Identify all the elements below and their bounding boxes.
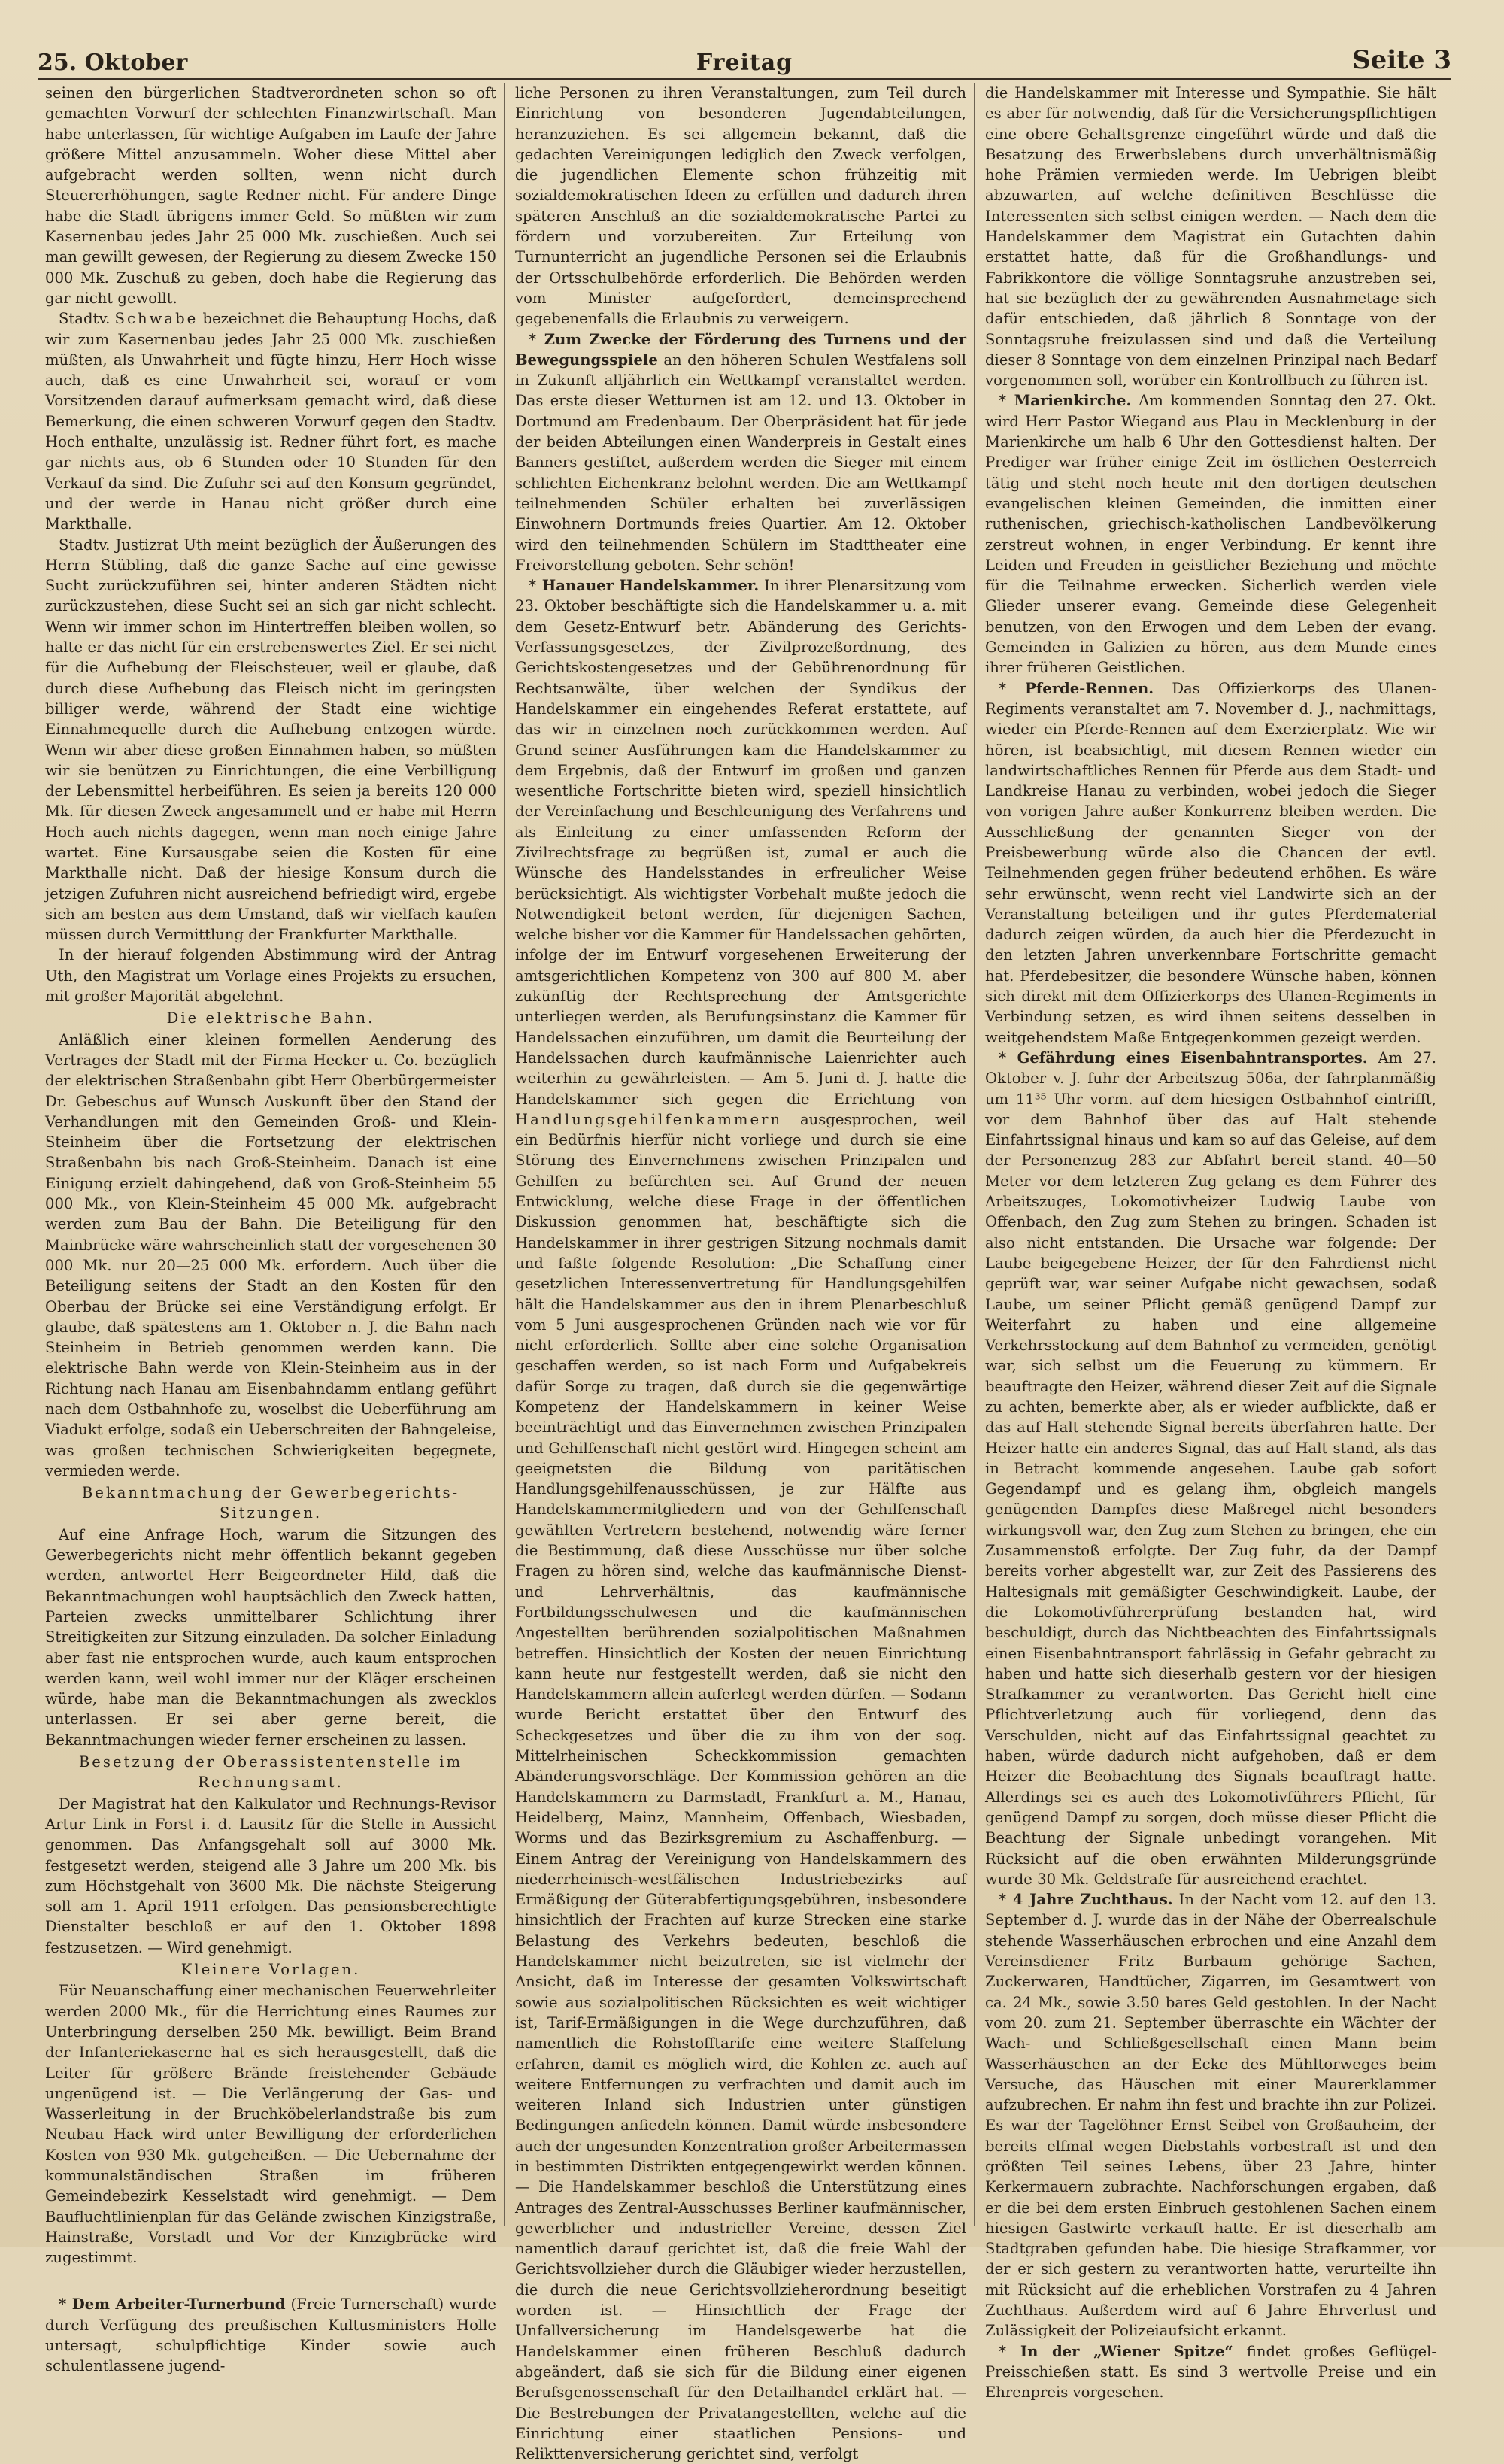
paragraph xyxy=(45,2294,496,2376)
header-page-number: Seite 3 xyxy=(1352,45,1451,75)
page-header xyxy=(38,45,1451,80)
subheading: Besetzung der Oberassistentenstelle im Rechnungsamt. xyxy=(78,1753,463,1792)
paragraph: In der hierauf folgenden Abstimmung wird der Antrag Uth, den Magistrat um Vorlage eines Projekts zu ersuchen, mit großer Majorität abgelehnt. xyxy=(45,946,496,1006)
header-weekday: Freitag xyxy=(696,50,793,76)
paragraph-text: In ihrer Plenarsitzung vom 23. Oktober beschäftigte sich die Handelskammer u. a. mit dem Gesetz-Entwurf betr. Abänderung des Gerichts-Verfassungsgesetzes, der Zivilprozeßordnung, des Gerichtskostengesetzes und der Gebührenordnung für Rechtsanwälte, über welchen der Syndikus der Handelskammer ein eingehendes Referat erstattete, auf das wir in einzelnen noch zurückkommen werden. Auf Grund seiner Ausführungen kam die Handelskammer zu dem Ergebnis, daß der Entwurf im großen und ganzen wesentliche Fortschritte bieten wird, speziell hinsichtlich der Vereinfachung und Beschleunigung des Verfahrens und als Einleitung zu einer umfassenden Reform der Zivilrechtsfrage zu begrüßen ist, zumal er auch die Wünsche des Handelsstandes in erfreulicher Weise berücksichtigt. Als wichtigster Vorbehalt mußte jedoch die Notwendigkeit betont werden, für diejenigen Sachen, welche bisher vor die Kammer für Handelssachen gehörten, infolge der im Entwurf vorgesehenen Erweiterung der amtsgerichtlichen Kompetenz von 300 auf 800 M. aber zukünftig der Rechtsprechung der Amtsgerichte unterliegen werden, als Berufungsinstanz die Kammer für Handelssachen einzuführen, um damit die Beurteilung der Handelssachen durch kaufmännische Laienrichter auch weiterhin zu gewährleisten. — Am 5. Juni d. J. hatte die Handelskammer sich gegen die Errichtung von xyxy=(515,577,967,1108)
paragraph xyxy=(985,678,1436,1048)
paragraph: seinen den bürgerlichen Stadtverordneten schon so oft gemachten Vorwurf der schlechten Finanzwirtschaft. Man habe unterlassen, für wichtige Aufgaben im Laufe der Jahre größere Mittel anzusammeln. Woher diese Mittel aber aufgebracht werden sollten, wenn nicht durch Steuererhöhungen, sagte Redner nicht. Für andere Dinge habe die Stadt übrigens immer Geld. So müßten wir zum Kasernenbau jedes Jahr 25 000 Mk. zuschießen. Auch sei man gewillt gewesen, der Regierung zu diesem Zwecke 150 000 Mk. Zuschuß zu geben, doch habe die Regierung das gar nicht gewollt. xyxy=(45,84,496,307)
paragraph-text: an den höheren Schulen Westfalens soll in Zukunft alljährlich ein Wettkampf veranstaltet werden. Das erste dieser Wetturnen ist am 12. und 13. Oktober in Dortmund am Fredenbaum. Der Oberpräsident hat für jede der beiden Abteilungen einen Wanderpreis in Gestalt eines Banners gestiftet, außerdem werden die Sieger mit einem schlichten Eichenkranz belohnt werden. Die am Wettkampf teilnehmenden Schüler erhalten bei zuverlässigen Einwohnern Dortmunds freies Quartier. Am 12. Oktober wird den teilnehmenden Schülern im Stadttheater eine Freivorstellung geboten. Sehr schön! xyxy=(515,350,966,574)
subheading: Die elektrische Bahn. xyxy=(166,1009,375,1027)
speaker-name: Schwabe xyxy=(114,310,199,328)
paragraph xyxy=(45,308,496,534)
column-3 xyxy=(985,83,1436,2402)
paragraph xyxy=(515,575,966,2464)
paragraph: liche Personen zu ihren Veranstaltungen, zum Teil durch Einrichtung von besonderen Jugendabteilungen, heranzuziehen. Es sei allgemein bekannt, daß die gedachten Vereinigungen lediglich den Zweck verfolgen, die jugendlichen Elemente schon frühzeitig mit sozialdemokratischen Ideen zu erfüllen und dadurch ihren späteren Anschluß an die sozialdemokratische Partei zu fördern und vorzubereiten. Zur Erteilung von Turnunterricht an jugendliche Personen sei die Erlaubnis der Ortsschulbehörde erforderlich. Die Behörden werden vom Minister aufgefordert, demeinsprechend gegebenenfalls die Erlaubnis zu verweigern. xyxy=(515,84,966,328)
paragraph: Stadtv. Justizrat Uth meint bezüglich der Äußerungen des Herrn Stübling, daß die ganze Sache auf eine gewisse Sucht zurückzuführen sei, hinter anderen Städten nicht zurückzustehen, diese Sucht sei an sich gar nicht schlecht. Wenn wir immer schon im Hintertreffen bleiben wollen, so halte er das nicht für ein erstrebenswertes Ziel. Er sei nicht für die Aufhebung der Fleischsteuer, weil er glaube, daß durch diese Aufhebung das Fleisch nicht im geringsten billiger werde, während der Stadt eine wichtige Einnahmequelle durch die Aufhebung entzogen würde. Wenn wir aber diese großen Einnahmen haben, so müßten wir sie benützen zu Einrichtungen, die eine Verbilligung der Lebensmittel herbeiführen. Es seien ja bereits 120 000 Mk. für diesen Zweck angesammelt und er habe mit Herrn Hoch auch nichts dagegen, wenn man noch einige Jahre wartet. Eine Kursausgabe seien die Kosten für eine Markthalle nicht. Daß der hiesige Konsum durch die jetzigen Zufuhren nicht ausreichend befriedigt wird, ergebe sich am besten aus dem Umstand, daß wir vielfach kaufen müssen durch Vermittlung der Frankfurter Markthalle. xyxy=(45,536,496,944)
subheading: Bekanntmachung der Gewerbegerichts-Sitzungen. xyxy=(81,1484,460,1522)
paragraph-text: Am 27. Oktober v. J. fuhr der Arbeitszug 506a, der fahrplanmäßig um 11³⁵ Uhr vorm. auf dem hiesigen Ostbahnhof eintrifft, vor dem Bahnhof über das auf Halt stehende Einfahrtssignal hinaus und kam so auf das Geleise, auf dem der Personenzug 283 zur Abfahrt bereit stand. 40—50 Meter vor dem letzteren Zug gelang es dem Führer des Arbeitszuges, Lokomotivheizer Ludwig Laube von Offenbach, den Zug zum Stehen zu bringen. Schaden ist also nicht entstanden. Die Ursache war folgende: Der Laube beigegebene Heizer, der für den Fahrdienst nicht geprüft war, war seiner Aufgabe nicht gewachsen, sodaß Laube, um seiner Pflicht gemäß genügend Dampf zur Weiterfahrt zu haben und eine allgemeine Verkehrsstockung auf dem Bahnhof zu vermeiden, genötigt war, sich selbst um die Feuerung zu kümmern. Er beauftragte den Heizer, während dieser Zeit auf die Signale zu achten, bemerkte aber, als er wieder aufblickte, daß er das auf Halt stehende Signal bereits überfahren hatte. Der Heizer hatte ein anderes Signal, das auf Halt stand, als das in Betracht kommende angesehen. Laube gab sofort Gegendampf und es gelang ihm, obgleich mangels genügenden Dampfes diese Maßregel nicht besonders wirkungsvoll war, den Zug zum Stehen zu bringen, ehe ein Zusammenstoß erfolgte. Der Zug fuhr, da der Dampf bereits vorher abgestellt war, zur Zeit des Passierens des Haltesignals mit gemäßigter Geschwindigkeit. Laube, der die Lokomotivführerprüfung bestanden hat, wird beschuldigt, durch das Nichtbeachten des Einfahrtssignals einen Eisenbahntransport fahrlässig in Gefahr gebracht zu haben und hatte sich dieserhalb gestern vor der hiesigen Strafkammer zu verantworten. Das Gericht hielt eine Pflichtverletzung auch für vorliegend, denn das Verschulden, nicht auf das Einfahrtssignal geachtet zu haben, würde dadurch nicht aufgehoben, daß er dem Heizer die Beobachtung des Signals beauftragt hatte. Allerdings sei es auch des Lokomotivführers Pflicht, für genügend Dampf zu sorgen, doch müsse dieser Pflicht die Beachtung der Signale unbedingt vorangehen. Mit Rücksicht auf die oben erwähnten Milderungsgründe wurde 30 Mk. Geldstrafe für ausreichend erachtet. xyxy=(985,1048,1436,1888)
paragraph xyxy=(515,329,966,576)
paragraph: Für Neuanschaffung einer mechanischen Feuerwehrleiter werden 2000 Mk., für die Herrichtung eines Raumes zur Unterbringung derselben 250 Mk. bewilligt. Beim Brand der Infanteriekaserne hat es sich herausgestellt, daß die Leiter für größere Brände freistehender Gebäude ungenügend ist. — Die Verlängerung der Gas- und Wasserleitung in der Bruchköbelerlandstraße bis zum Neubau Hack wird unter Bewilligung der erforderlichen Kosten von 930 Mk. gutgeheißen. — Die Uebernahme der kommunalständischen Straßen im früheren Gemeindebezirk Kesselstadt wird genehmigt. — Dem Baufluchtlinienplan für das Gelände zwischen Kinzigstraße, Hainstraße, Vorstadt und Vor der Kinzigbrücke wird zugestimmt. xyxy=(45,1982,496,2267)
paragraph: Anläßlich einer kleinen formellen Aenderung des Vertrages der Stadt mit der Firma Hecker u. Co. bezüglich der elektrischen Straßenbahn gibt Herr Oberbürgermeister Dr. Gebeschus auf Wunsch Auskunft über den Stand der Verhandlungen mit den Gemeinden Groß- und Klein-Steinheim über die Fortsetzung der elektrischen Straßenbahn bis nach Groß-Steinheim. Danach ist eine Einigung erzielt dahingehend, daß von Groß-Steinheim 55 000 Mk., von Klein-Steinheim 45 000 Mk. aufgebracht werden zum Bau der Bahn. Die Beteiligung für den Mainbrücke wäre wahrscheinlich statt der vorgesehenen 30 000 Mk. nur 20—25 000 Mk. erfordern. Auch über die Beteiligung seitens der Stadt an den Kosten für den Oberbau der Brücke sei eine Verständigung erfolgt. Er glaube, daß spätestens am 1. Oktober n. J. die Bahn nach Steinheim in Betrieb genommen werden kann. Die elektrische Bahn werde von Klein-Steinheim aus in der Richtung nach Hanau am Eisenbahndamm entlang geführt nach dem Ostbahnhofe zu, woselbst die Ueberführung am Viadukt erfolge, sodaß ein Ueberschreiten der Bahngeleise, was großen technischen Schwierigkeiten begegnete, vermieden werde. xyxy=(45,1030,496,1479)
paragraph-text: In der Nacht vom 12. auf den 13. September d. J. wurde das in der Nähe der Oberrealschule stehende Wasserhäuschen erbrochen und eine Anzahl dem Vereinsdiener Fritz Burbaum gehörige Sachen, Zuckerwaren, Handtücher, Zigarren, im Gesamtwert von ca. 24 Mk., sowie 3.50 bares Geld gestohlen. In der Nacht vom 20. zum 21. September überraschte ein Wächter der Wach- und Schließgesellschaft einen Mann beim Wasserhäuschen an der Ecke des Mühltorweges beim Versuche, das Häuschen mit einer Maurerklammer aufzubrechen. Er nahm ihn fest und brachte ihn zur Polizei. Es war der Tagelöhner Ernst Seibel von Großauheim, der bereits elfmal wegen Diebstahls vorbestraft ist und den größten Teil seines Lebens, über 23 Jahre, hinter Kerkermauern zubrachte. Nachforschungen ergaben, daß er die bei dem ersten Einbruch gestohlenen Sachen einem hiesigen Gastwirte verkauft hatte. Er ist dieserhalb am Stadtgraben gefunden habe. Die hiesige Strafkammer, vor der er sich gestern zu verantworten hatte, verurteilte ihn mit Rücksicht auf die erheblichen Vorstrafen zu 4 Jahren Zuchthaus. Außerdem wird auf 6 Jahre Ehrverlust und Zulässigkeit der Polizeiaufsicht erkannt. xyxy=(985,1891,1436,2340)
article-heading: * Hanauer Handelskammer. xyxy=(529,577,760,595)
paragraph-text: (Freie Turnerschaft) wurde durch Verfügung des preußischen Kultusministers Holle untersagt, schulpflichtige Kinder sowie auch schulentlassene jugend- xyxy=(45,2296,496,2375)
paragraph: Auf eine Anfrage Hoch, warum die Sitzungen des Gewerbegerichts nicht mehr öffentlich bekannt gegeben werden, antwortet Herr Beigeordneter Hild, daß die Bekanntmachungen wohl hauptsächlich den Zweck hatten, Parteien zwecks unmittelbarer Schlichtung ihrer Streitigkeiten zur Sitzung einzuladen. Da solcher Einladung aber fast nie entsprochen wurde, auch kaum entsprochen werden kann, weil wohl immer nur der Kläger erscheinen würde, habe man die Bekanntmachungen als zwecklos unterlassen. Er sei aber gerne bereit, die Bekanntmachungen wieder ferner erscheinen zu lassen. xyxy=(45,1525,496,1749)
paragraph xyxy=(985,2341,1436,2403)
article-heading: * Dem Arbeiter-Turnerbund xyxy=(59,2296,286,2314)
paragraph-text: findet großes Geflügel-Preisschießen statt. Es sind 3 wertvolle Preise und ein Ehrenpreis vorgesehen. xyxy=(985,2342,1436,2402)
paragraph xyxy=(985,390,1436,678)
column-divider xyxy=(974,83,975,2226)
paragraph-lead: Stadtv. xyxy=(59,310,111,328)
paragraph xyxy=(985,1048,1436,1889)
paragraph: Der Magistrat hat den Kalkulator und Rechnungs-Revisor Artur Link in Forst i. d. Lausitz für die Stelle in Aussicht genommen. Das Anfangsgehalt soll auf 3000 Mk. festgesetzt werden, steigend alle 3 Jahre um 200 Mk. bis zum Höchstgehalt von 3600 Mk. Die nächste Steigerung soll am 1. April 1911 erfolgen. Das pensionsberechtigte Dienstalter beschloß er auf den 1. Oktober 1898 festzusetzen. — Wird genehmigt. xyxy=(45,1795,496,1956)
column-divider xyxy=(504,83,505,2226)
paragraph-text: Das Offizierkorps des Ulanen-Regiments veranstaltet am 7. November d. J., nachmittags, wieder ein Pferde-Rennen auf dem Exerzierplatz. Wie wir hören, ist beabsichtigt, mit diesem Rennen wieder ein landwirtschaftliches Rennen für Pferde aus dem Stadt- und Landkreise Hanau zu verbinden, wobei jedoch die Sieger von vorigen Jahre außer Konkurrenz bleiben werden. Die Ausschließung der genannten Sieger von der Preisbewerbung würde also die Chancen der evtl. Teilnehmenden gegen früher bedeutend erhöhen. Es wäre sehr erwünscht, wenn recht viel Landwirte sich an der Veranstaltung beteiligen und ihr gutes Pferdematerial dadurch zeigen würden, da auch hier die Pferdezucht in den letzten Jahren unverkennbare Fortschritte gemacht hat. Pferdebesitzer, die besondere Wünsche haben, können sich direkt mit dem Offizierkorps des Ulanen-Regiments in Verbindung setzen, es wird ihnen seitens desselben in weitgehendstem Maße Entgegenkommen gezeigt werden. xyxy=(985,679,1436,1046)
emphasized-term: Handlungsgehilfenkammern xyxy=(515,1110,783,1128)
article-heading: * Pferde-Rennen. xyxy=(999,679,1154,697)
article-heading: * 4 Jahre Zuchthaus. xyxy=(999,1891,1173,1909)
article-heading: * Zum Zwecke der Förderung des Turnens und der Bewegungsspiele xyxy=(515,330,966,369)
column-2 xyxy=(515,83,967,2463)
header-date: 25. Oktober xyxy=(38,50,188,76)
paragraph-text: ausgesprochen, weil ein Bedürfnis hierfür nicht vorliege und durch sie eine Störung des Einvernehmens zwischen Prinzipalen und Gehilfen zu befürchten sei. Auf Grund der neuen Entwicklung, welche diese Frage in der öffentlichen Diskussion genommen hat, beschäftigte sich die Handelskammer in ihrer gestrigen Sitzung nochmals damit und faßte folgende Resolution: „Die Schaffung einer gesetzlichen Interessenvertretung für Handlungsgehilfen hält die Handelskammer aus den in ihrem Plenarbeschluß vom 5 Juni ausgesprochenen Gründen nach wie vor für nicht erforderlich. Sollte aber eine solche Organisation geschaffen werden, so ist nach Form und Aufgabekreis dafür Sorge zu tragen, daß durch sie die gegenwärtige Kompetenz der Handelskammern in keiner Weise beeinträchtigt und das Einvernehmen zwischen Prinzipalen und Gehilfenschaft nicht gestört wird. Hingegen scheint am geeignetsten die Bildung von paritätischen Handlungsgehilfenausschüssen, je zur Hälfte aus Handelskammermitgliedern und von der Gehilfenschaft gewählten Vertretern bestehend, notwendig wäre ferner die Bestimmung, daß diese Ausschüsse nur über solche Fragen zu hören sind, welche das kaufmännische Dienst- und Lehrverhältnis, das kaufmännische Fortbildungsschulwesen und die kaufmännischen Angestellten berührenden sozialpolitischen Maßnahmen betreffen. Hinsichtlich der Kosten der neuen Einrichtung kann heute nur festgestellt werden, daß sie nicht den Handelskammern allein auferlegt werden dürfen. — Sodann wurde Bericht erstattet über den Entwurf des Scheckgesetzes und über die zu ihm von der sog. Mittelrheinischen Scheckkommission gemachten Abänderungsvorschläge. Der Kommission gehören an die Handelskammern zu Darmstadt, Frankfurt a. M., Hanau, Heidelberg, Mainz, Mannheim, Offenbach, Wiesbaden, Worms und das Bezirksgremium zu Aschaffenburg. — Einem Antrag der Vereinigung von Handelskammern des niederrheinisch-westfälischen Industriebezirks auf Ermäßigung der Güterabfertigungsgebühren, insbesondere hinsichtlich der Frachten auf kurze Strecken eine starke Belastung des Verkehrs bedeuten, beschloß die Handelskammer nicht beizutreten, sie ist vielmehr der Ansicht, daß im Interesse der gesamten Volkswirtschaft sowie aus sozialpolitischen Rücksichten es weit wichtiger ist, Tarif-Ermäßigungen in die Wege durchzuführen, daß namentlich die Rohstofftarife eine weitere Staffelung erfahren, damit es möglich wird, die Kohlen zc. auch auf weitere Entfernungen zu verfrachten und damit auch im weiteren Inland sich Industrien unter günstigen Bedingungen anfiedeln können. Damit würde insbesondere auch der ungesunden Konzentration großer Arbeitermassen in bestimmten Distrikten entgegengewirkt werden können. — Die Handelskammer beschloß die Unterstützung eines Antrages des Zentral-Ausschusses Berliner kaufmännischer, gewerblicher und industrieller Vereine, dessen Ziel namentlich darauf gerichtet ist, daß die freie Wahl der Gerichtsvollzieher durch die Gläubiger wieder herzustellen, die durch die neue Gerichtsvollzieherordnung beseitigt worden ist. — Hinsichtlich der Frage der Unfallversicherung im Handelsgewerbe hat die Handelskammer einen früheren Beschluß dadurch abgeändert, daß sie sich für die Bildung einer eigenen Berufsgenossenschaft für den Detailhandel erklärt hat. — Die Bestrebungen der Privatangestellten, welche auf die Einrichtung einer staatlichen Pensions- und Relikttenversicherung gerichtet sind, verfolgt xyxy=(515,1110,966,2463)
header-rule xyxy=(38,78,1451,80)
paragraph-text: Am kommenden Sonntag den 27. Okt. wird Herr Pastor Wiegand aus Plau in Mecklenburg in der Marienkirche um halb 6 Uhr den Gottesdienst halten. Der Prediger war früher einige Zeit im östlichen Oesterreich tätig und steht noch heute mit den dortigen deutschen evangelischen kleinen Gemeinden, die inmitten einer ruthenischen, griechisch-katholischen Landbevölkerung zerstreut wohnen, in enger Verbindung. Er kennt ihre Leiden und Freuden in geistlicher Beziehung und möchte für die Teilnahme erwecken. Sicherlich werden viele Glieder unserer evang. Gemeinde diese Gelegenheit benutzen, von den Erwogen und dem Leben der evang. Gemeinden in Galizien zu hören, aus dem Munde eines ihrer früheren Geistlichen. xyxy=(985,392,1436,677)
column-1 xyxy=(45,83,496,2375)
subheading: Kleinere Vorlagen. xyxy=(180,1961,361,1979)
article-heading: * In der „Wiener Spitze“ xyxy=(999,2342,1233,2360)
article-heading: * Gefährdung eines Eisenbahntransportes. xyxy=(999,1048,1368,1067)
article-heading: * Marienkirche. xyxy=(999,392,1132,410)
paragraph xyxy=(985,1889,1436,2341)
section-divider xyxy=(45,2272,496,2283)
paragraph-text: bezeichnet die Behauptung Hochs, daß wir zum Kasernenbau jedes Jahr 25 000 Mk. zuschießen müßten, als Unwahrheit und fügte hinzu, Herr Hoch wisse auch, daß es eine Unwahrheit sei, worauf er vom Vorsitzenden darauf aufmerksam gemacht wird, daß diese Bemerkung, die einen schweren Vorwurf gegen den Stadtv. Hoch enthalte, unzulässig ist. Redner führt fort, es mache gar nichts aus, ob 6 Stunden oder 10 Stunden für den Verkauf da sind. Die Zufuhr sei auf den Konsum gegründet, und der werde in Hanau nicht größer durch eine Markthalle. xyxy=(45,310,496,533)
paragraph: die Handelskammer mit Interesse und Sympathie. Sie hält es aber für notwendig, daß für die Versicherungspflichtigen eine obere Gehaltsgrenze eingeführt würde und daß die Besatzung des Erwerbslebens durch unverhältnismäßig hohe Prämien vermieden werde. Im Uebrigen bleibt abzuwarten, auf welche definitiven Beschlüsse die Interessenten sich selbst einigen werden. — Nach dem die Handelskammer dem Magistrat ein Gutachten dahin erstattet hatte, daß für die Großhandlungs- und Fabrikkontore die völlige Sonntagsruhe anzustreben sei, hat sie bezüglich der zu gewährenden Ausnahmetage sich dafür entschieden, daß jährlich 8 Sonntage von der Sonntagsruhe freizulassen sind und daß die Verteilung dieser 8 Sonntage von dem einzelnen Prinzipal nach Bedarf vorgenommen soll, worüber ein Kontrollbuch zu führen ist. xyxy=(985,84,1436,390)
